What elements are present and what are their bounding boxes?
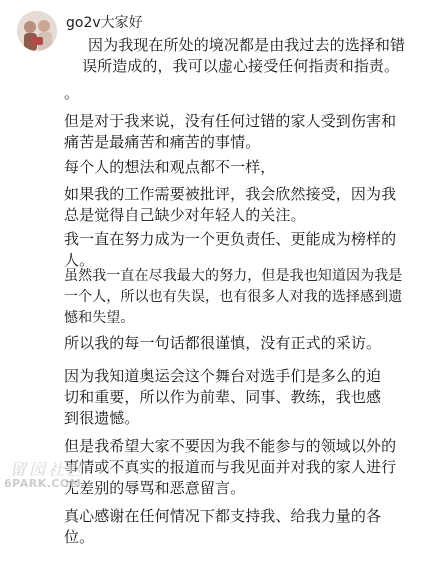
- avatar[interactable]: [17, 11, 57, 51]
- paragraph-line: 一个人，所以也有失误，也有很多人对我的选择感到遗: [64, 289, 403, 305]
- paragraph-line: 因为我知道奥运会这个舞台对选手们是多么的迫: [64, 367, 382, 385]
- paragraph-line: 但是对于我来说，没有任何过错的家人受到伤害和: [64, 112, 397, 130]
- paragraph-line: 到很遗憾。: [64, 409, 140, 427]
- post-paragraph: [64, 266, 402, 329]
- paragraph-line: 我一直在努力成为一个更负责任、更能成为榜样的: [64, 230, 397, 248]
- post-paragraph: [64, 506, 381, 548]
- paragraph-line: 因为我现在所处的境况都是由我过去的选择和错: [88, 36, 406, 54]
- paragraph-line: 误所造成的，我可以虚心接受任何指责和指责。: [82, 57, 400, 75]
- avatar-image: [17, 11, 57, 51]
- paragraph-line: 。: [64, 84, 80, 102]
- post-paragraph: [64, 184, 396, 226]
- post-paragraph: [64, 111, 396, 153]
- username[interactable]: go2v大家好: [66, 15, 143, 31]
- paragraph-line: 真心感谢在任何情况下都支持我、给我力量的各: [64, 507, 382, 525]
- paragraph-line: 所以我的每一句话都很谨慎，没有正式的采访。: [64, 334, 382, 352]
- paragraph-line: 虽然我一直在尽我最大的努力，但是我也知道因为我是: [64, 268, 403, 284]
- post-paragraph: [64, 82, 79, 103]
- paragraph-line: 无差别的辱骂和恶意留言。: [64, 479, 246, 497]
- paragraph-line: 事情或不真实的报道而与我见面并对我的家人进行: [64, 458, 397, 476]
- paragraph-line: 切和重要，所以作为前辈、同事、教练，我也感: [64, 388, 382, 406]
- post-paragraph: [64, 229, 396, 271]
- paragraph-line: 位。: [64, 528, 95, 546]
- paragraph-line: 每个人的想法和观点都不一样，: [64, 158, 276, 176]
- paragraph-line: 人。: [64, 251, 95, 269]
- post-paragraph: [64, 333, 381, 354]
- post-paragraph: [64, 366, 381, 429]
- paragraph-line: 但是我希望大家不要因为我不能参与的领域以外的: [64, 437, 397, 455]
- post-paragraph: [64, 157, 275, 178]
- post-paragraph: [82, 35, 406, 77]
- paragraph-line: 痛苦是最痛苦和痛苦的事情。: [64, 133, 261, 151]
- paragraph-line: 如果我的工作需要被批评，我会欣然接受，因为我: [64, 185, 397, 203]
- post-paragraph: [64, 436, 396, 499]
- watermark-text: 留园社区: [10, 460, 87, 479]
- paragraph-line: 总是觉得自己缺少对年轻人的关注。: [64, 206, 306, 224]
- paragraph-line: 憾和失望。: [64, 310, 135, 326]
- watermark-url: 6PARK.COM: [4, 477, 82, 490]
